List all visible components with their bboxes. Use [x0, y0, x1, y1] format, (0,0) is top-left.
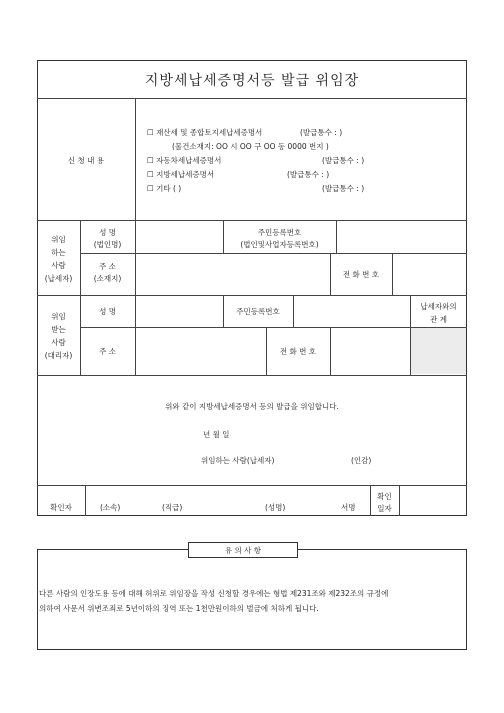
delegator-label-2: 하는	[51, 248, 66, 257]
statement-text: 위와 같이 지방세납세증명서 등의 발급을 위임합니다.	[165, 402, 339, 411]
application-count-1: (발급통수 : )	[300, 128, 343, 137]
application-item-1: ☐ 재산세 및 종합토지세납세증명서	[147, 128, 263, 137]
delegate-bottom-line	[37, 375, 467, 376]
delegate-name-label: 성 명	[99, 307, 116, 316]
application-item-4: ☐ 기타 ( )	[147, 184, 182, 193]
delegator-name-field[interactable]	[136, 221, 223, 253]
delegator-address-field[interactable]	[136, 254, 329, 294]
delegate-label-2: 받는	[51, 325, 66, 334]
confirm-sign: 서명	[341, 503, 356, 512]
confirm-date-label-2: 일자	[377, 504, 392, 513]
delegator-reg-label: 주민등록번호	[257, 228, 302, 237]
application-divider	[135, 98, 136, 220]
delegate-relation-label-1: 납세자와의	[420, 302, 457, 311]
notice-line-1: 다른 사람의 인장도용 등에 대해 허위로 위임장을 작성 신청할 경우에는 형법 제231조와 제232조의 규정에	[39, 589, 389, 598]
notice-box	[37, 549, 467, 650]
confirm-date-label-1: 확인	[377, 492, 392, 501]
notice-heading-text: 유 의 사 항	[224, 546, 262, 555]
notice-line-2: 의하여 사문서 위변조죄로 5년이하의 징역 또는 1천만원이하의 벌금에 처하게 됩니다.	[39, 604, 319, 613]
delegate-phone-field[interactable]	[331, 328, 409, 374]
application-count-3: (발급통수 : )	[287, 170, 330, 179]
delegate-address-label: 주 소	[99, 347, 116, 356]
delegator-phone-label: 전 화 번 호	[342, 270, 380, 279]
delegate-reg-label: 주민등록번호	[236, 307, 280, 316]
delegator-reg-field[interactable]	[337, 221, 466, 253]
confirm-date-field[interactable]	[400, 486, 466, 515]
delegate-relation-label-2: 관 계	[430, 315, 447, 324]
delegate-phone-label: 전 화 번 호	[279, 347, 317, 356]
statement-signer: 위임하는 사람(납세자)	[201, 456, 275, 465]
statement-seal: (인감)	[351, 456, 372, 465]
confirm-name: (성명)	[265, 503, 286, 512]
delegate-name-field[interactable]	[136, 296, 223, 327]
delegator-label-1: 위임	[51, 235, 66, 244]
title-divider	[37, 98, 467, 99]
delegate-relation-field[interactable]	[411, 328, 466, 374]
delegator-label-3: 사람	[51, 261, 66, 270]
delegate-reg-field[interactable]	[294, 296, 409, 327]
delegate-label-1: 위임	[51, 312, 66, 321]
application-label: 신 청 내 용	[67, 156, 105, 165]
form-title: 지방세납세증명서등 발급 위임장	[144, 73, 360, 89]
confirm-dept: (소속)	[100, 503, 121, 512]
delegator-label-4: (납세자)	[44, 274, 73, 283]
confirm-label: 확인자	[50, 503, 72, 512]
confirm-divider	[85, 485, 86, 516]
delegator-phone-field[interactable]	[393, 254, 466, 294]
application-count-2: (발급통수 : )	[322, 156, 365, 165]
delegator-address-sub: (소재지)	[93, 274, 122, 283]
delegator-address-label: 주 소	[99, 262, 116, 271]
application-item-1-address: (물건소재지: OO 시 OO 구 OO 동 0000 번지 )	[172, 142, 329, 151]
delegate-address-field[interactable]	[136, 328, 265, 374]
delegator-name-sub: (법인명)	[93, 240, 122, 249]
delegate-label-3: 사람	[51, 338, 66, 347]
delegate-label-4: (대리자)	[44, 351, 73, 360]
statement-date: 년 월 일	[203, 430, 230, 439]
application-count-4: (발급통수 : )	[322, 184, 365, 193]
application-item-3: ☐ 지방세납세증명서	[147, 170, 215, 179]
delegator-name-label: 성 명	[99, 228, 116, 237]
application-item-2: ☐ 자동차세납세증명서	[147, 156, 222, 165]
confirm-rank: (직급)	[162, 503, 183, 512]
delegator-reg-sub: (법인및사업자등록번호)	[240, 240, 319, 249]
